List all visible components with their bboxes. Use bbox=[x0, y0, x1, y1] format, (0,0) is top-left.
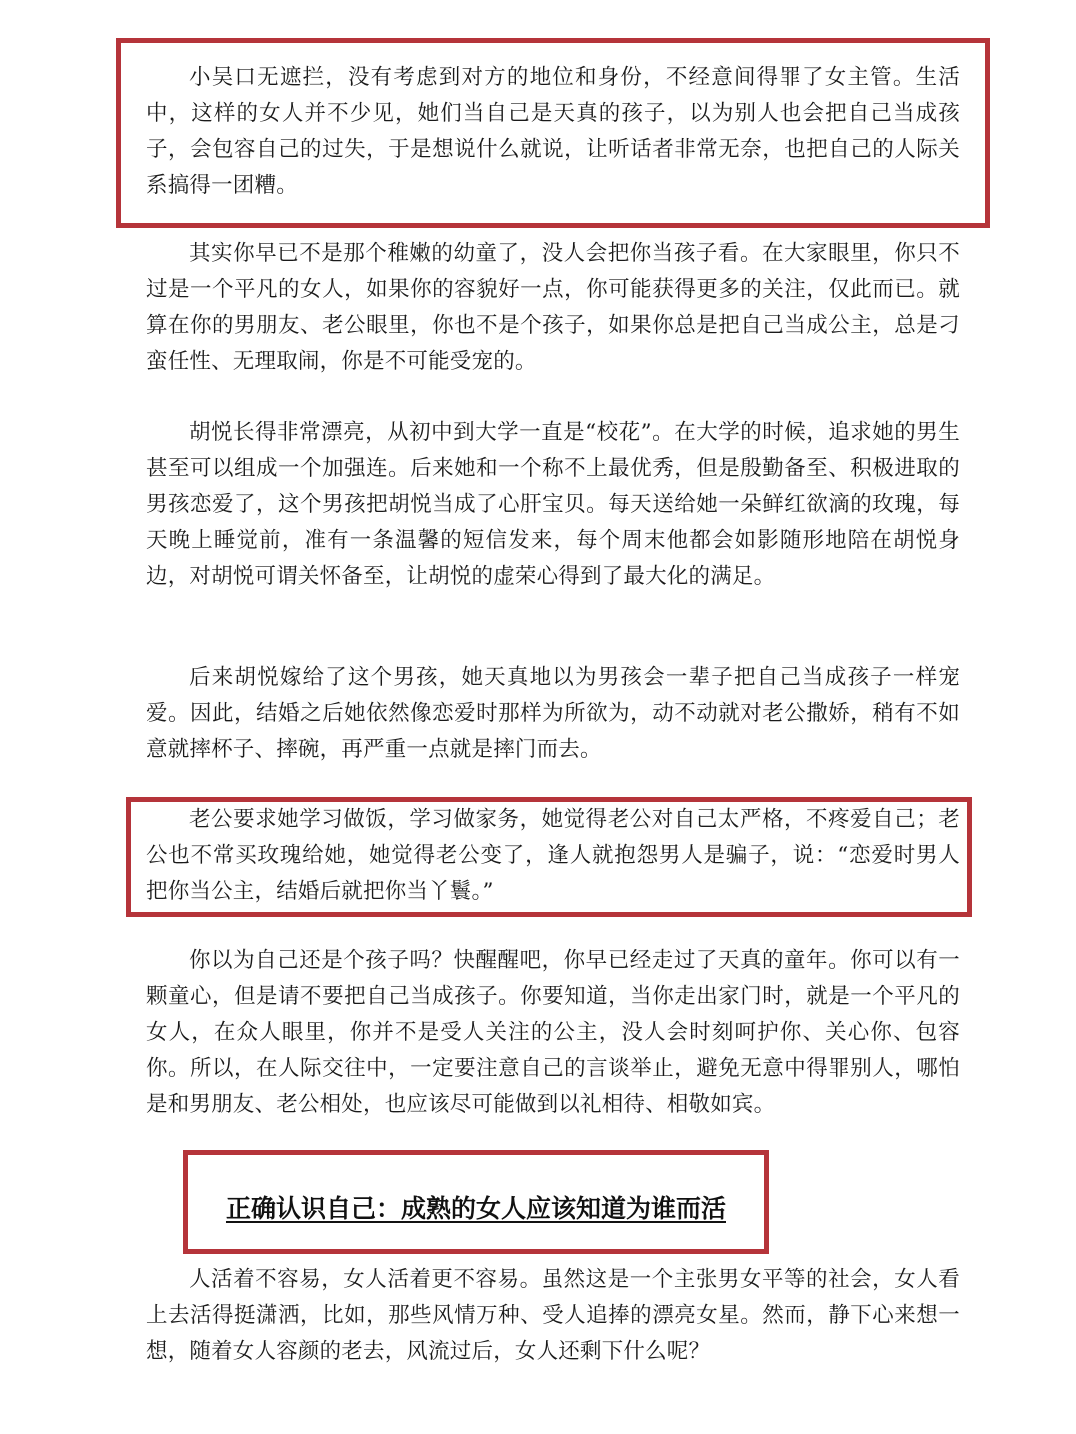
heading-box bbox=[183, 1150, 769, 1254]
paragraph-6: 你以为自己还是个孩子吗？快醒醒吧，你早已经走过了天真的童年。你可以有一颗童心，但是请不要把自己当成孩子。你要知道，当你走出家门时，就是一个平凡的女人，在众人眼里，你并不是受人关注的公主，没人会时刻呵护你、关心你、包容你。所以，在人际交往中，一定要注意自己的言谈举止，避免无意中得罪别人，哪怕是和男朋友、老公相处，也应该尽可能做到以礼相待、相敬如宾。 bbox=[146, 948, 960, 1117]
section-heading: 正确认识自己：成熟的女人应该知道为谁而活 bbox=[225, 1194, 726, 1223]
paragraph-7: 人活着不容易，女人活着更不容易。虽然这是一个主张男女平等的社会，女人看上去活得挺潇洒，比如，那些风情万种、受人追捧的漂亮女星。然而，静下心来想一想，随着女人容颜的老去，风流过后，女人还剩下什么呢？ bbox=[146, 1267, 960, 1364]
paragraph-3: 胡悦长得非常漂亮，从初中到大学一直是“校花”。在大学的时候，追求她的男生甚至可以组成一个加强连。后来她和一个称不上最优秀，但是殷勤备至、积极进取的男孩恋爱了，这个男孩把胡悦当成了心肝宝贝。每天送给她一朵鲜红欲滴的玫瑰，每天晚上睡觉前，准有一条温馨的短信发来，每个周末他都会如影随形地陪在胡悦身边，对胡悦可谓关怀备至，让胡悦的虚荣心得到了最大化的满足。 bbox=[146, 420, 960, 589]
paragraph-4: 后来胡悦嫁给了这个男孩，她天真地以为男孩会一辈子把自己当成孩子一样宠爱。因此，结婚之后她依然像恋爱时那样为所欲为，动不动就对老公撒娇，稍有不如意就摔杯子、摔碗，再严重一点就是摔门而去。 bbox=[146, 665, 960, 762]
paragraph-1: 小吴口无遮拦，没有考虑到对方的地位和身份，不经意间得罪了女主管。生活中，这样的女人并不少见，她们当自己是天真的孩子，以为别人也会把自己当成孩子，会包容自己的过失，于是想说什么就说，让听话者非常无奈，也把自己的人际关系搞得一团糟。 bbox=[146, 65, 960, 198]
paragraph-2: 其实你早已不是那个稚嫩的幼童了，没人会把你当孩子看。在大家眼里，你只不过是一个平凡的女人，如果你的容貌好一点，你可能获得更多的关注，仅此而已。就算在你的男朋友、老公眼里，你也不是个孩子，如果你总是把自己当成公主，总是刁蛮任性、无理取闹，你是不可能受宠的。 bbox=[146, 241, 960, 374]
paragraph-5: 老公要求她学习做饭，学习做家务，她觉得老公对自己太严格，不疼爱自己；老公也不常买玫瑰给她，她觉得老公变了，逢人就抱怨男人是骗子，说：“恋爱时男人把你当公主，结婚后就把你当丫鬟。” bbox=[146, 807, 960, 904]
